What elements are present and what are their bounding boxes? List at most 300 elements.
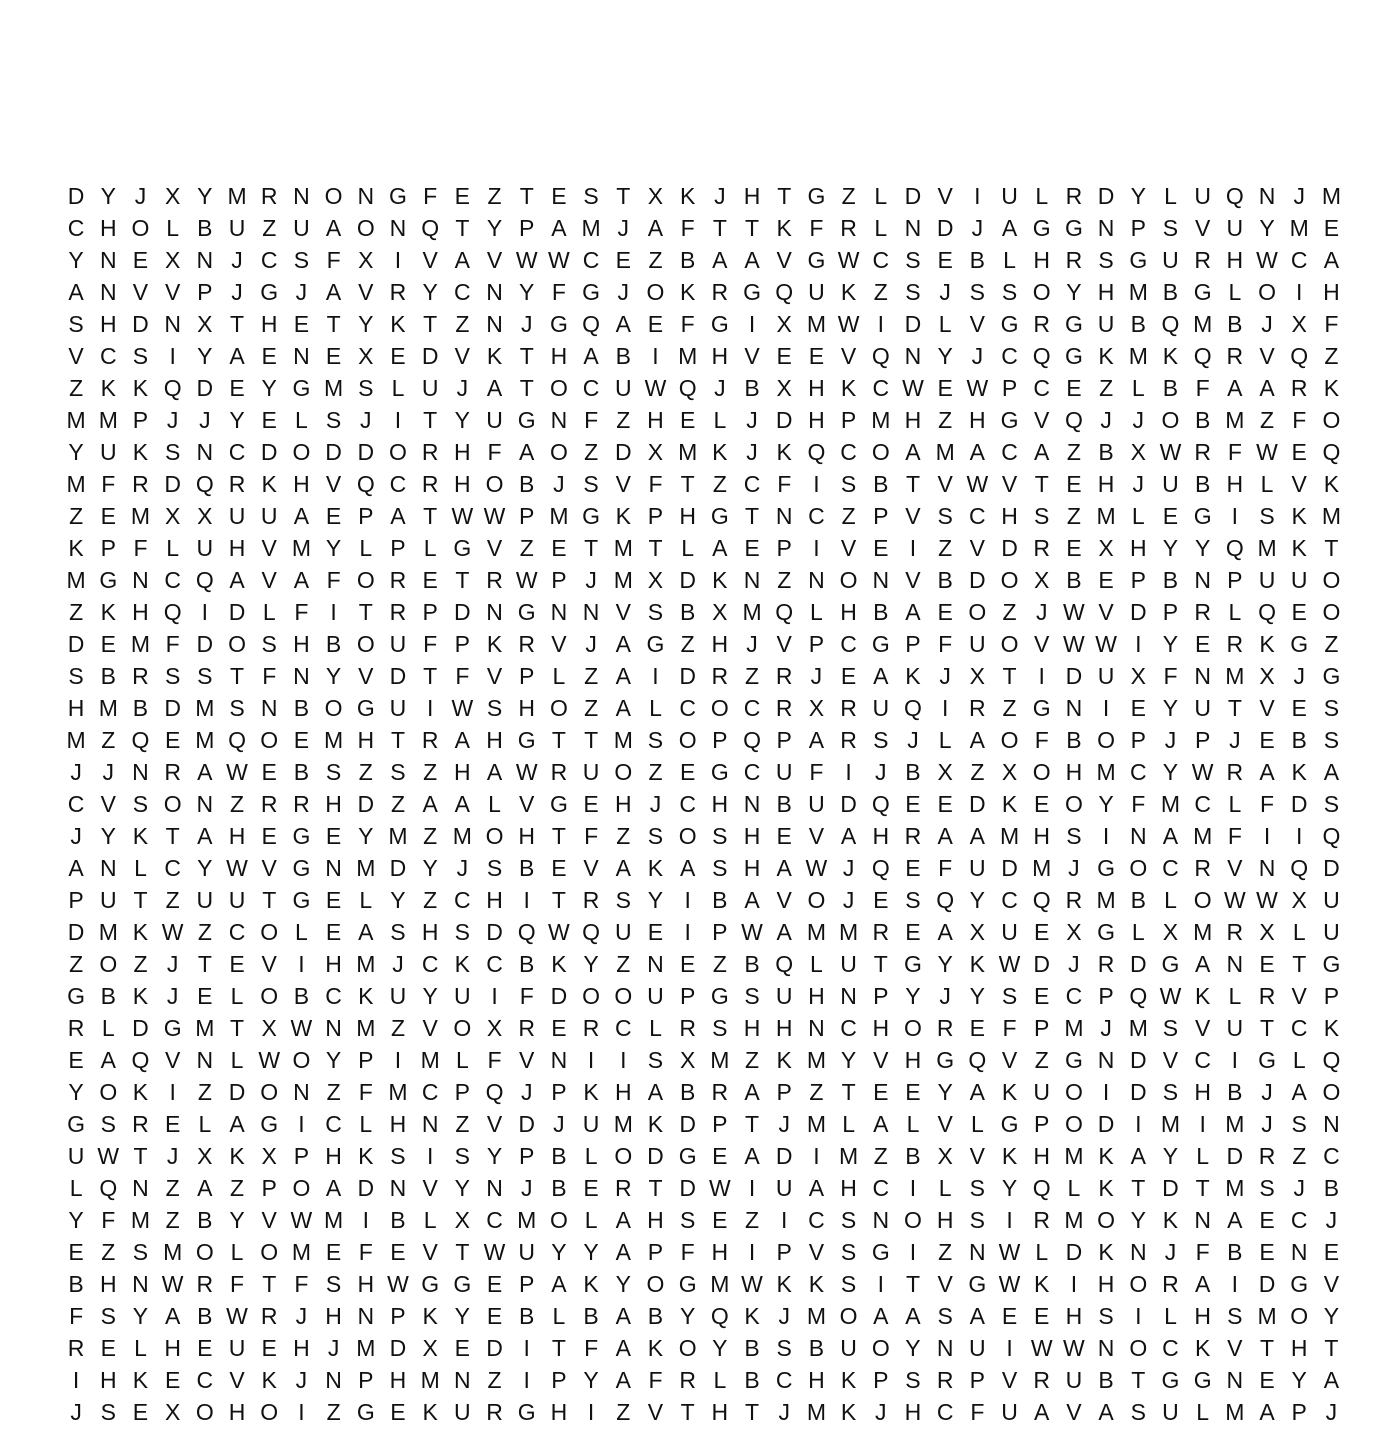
- letter-cell[interactable]: Y: [454, 1175, 471, 1201]
- letter-cell[interactable]: Y: [325, 1047, 342, 1073]
- letter-cell[interactable]: A: [615, 1207, 631, 1233]
- letter-cell[interactable]: I: [1038, 663, 1045, 689]
- letter-cell[interactable]: E: [293, 311, 310, 337]
- letter-cell[interactable]: N: [421, 1111, 439, 1137]
- letter-cell[interactable]: P: [712, 1111, 728, 1137]
- letter-cell[interactable]: R: [840, 695, 857, 721]
- letter-cell[interactable]: Q: [163, 599, 182, 625]
- letter-cell[interactable]: P: [197, 279, 213, 305]
- letter-cell[interactable]: F: [1131, 791, 1146, 817]
- letter-cell[interactable]: I: [652, 343, 659, 369]
- letter-cell[interactable]: O: [1258, 279, 1276, 305]
- letter-cell[interactable]: Q: [904, 695, 922, 721]
- letter-cell[interactable]: G: [292, 823, 311, 849]
- letter-cell[interactable]: L: [874, 183, 888, 209]
- letter-cell[interactable]: E: [229, 375, 245, 401]
- letter-cell[interactable]: R: [936, 1367, 954, 1393]
- letter-cell[interactable]: S: [744, 983, 760, 1009]
- letter-cell[interactable]: P: [1130, 567, 1146, 593]
- letter-cell[interactable]: K: [679, 183, 696, 209]
- letter-cell[interactable]: R: [1065, 247, 1083, 273]
- letter-cell[interactable]: V: [808, 823, 825, 849]
- letter-cell[interactable]: M: [806, 919, 826, 945]
- letter-cell[interactable]: Q: [582, 311, 601, 337]
- letter-cell[interactable]: E: [615, 247, 631, 273]
- letter-cell[interactable]: I: [1231, 1047, 1239, 1073]
- letter-cell[interactable]: O: [453, 1015, 472, 1041]
- letter-cell[interactable]: M: [1128, 279, 1148, 305]
- letter-cell[interactable]: K: [486, 631, 503, 657]
- letter-cell[interactable]: I: [201, 599, 209, 625]
- letter-cell[interactable]: F: [584, 407, 599, 433]
- letter-cell[interactable]: K: [132, 823, 149, 849]
- letter-cell[interactable]: V: [776, 247, 792, 273]
- letter-cell[interactable]: A: [197, 1175, 213, 1201]
- letter-cell[interactable]: H: [808, 407, 825, 433]
- letter-cell[interactable]: W: [1095, 631, 1117, 657]
- letter-cell[interactable]: M: [1160, 791, 1181, 817]
- letter-cell[interactable]: J: [392, 951, 404, 977]
- letter-cell[interactable]: O: [195, 1399, 214, 1425]
- letter-cell[interactable]: M: [420, 1047, 440, 1073]
- letter-cell[interactable]: N: [486, 1175, 503, 1201]
- letter-cell[interactable]: P: [551, 1367, 567, 1393]
- letter-cell[interactable]: L: [842, 1111, 855, 1137]
- letter-cell[interactable]: A: [164, 1303, 181, 1329]
- letter-cell[interactable]: C: [421, 1079, 439, 1105]
- letter-cell[interactable]: J: [746, 407, 758, 433]
- letter-cell[interactable]: L: [1196, 1143, 1210, 1169]
- letter-cell[interactable]: F: [262, 663, 277, 689]
- letter-cell[interactable]: G: [549, 791, 568, 817]
- letter-cell[interactable]: Q: [678, 375, 697, 401]
- letter-cell[interactable]: A: [712, 247, 728, 273]
- letter-cell[interactable]: M: [1225, 407, 1245, 433]
- letter-cell[interactable]: I: [748, 311, 756, 337]
- letter-cell[interactable]: Y: [1194, 535, 1211, 561]
- letter-cell[interactable]: N: [389, 1175, 407, 1201]
- letter-cell[interactable]: O: [1290, 1303, 1309, 1329]
- letter-cell[interactable]: G: [1161, 951, 1180, 977]
- letter-cell[interactable]: Z: [584, 439, 599, 465]
- letter-cell[interactable]: X: [1130, 663, 1146, 689]
- letter-cell[interactable]: E: [1259, 951, 1275, 977]
- letter-cell[interactable]: Z: [584, 695, 599, 721]
- letter-cell[interactable]: I: [394, 407, 402, 433]
- letter-cell[interactable]: I: [1135, 631, 1142, 657]
- letter-cell[interactable]: N: [196, 1047, 214, 1073]
- letter-cell[interactable]: B: [293, 983, 310, 1009]
- letter-cell[interactable]: W: [644, 375, 667, 401]
- letter-cell[interactable]: T: [455, 1239, 470, 1265]
- letter-cell[interactable]: R: [1033, 311, 1051, 337]
- letter-cell[interactable]: P: [647, 1239, 664, 1265]
- letter-cell[interactable]: F: [519, 983, 534, 1009]
- letter-cell[interactable]: A: [808, 1175, 825, 1201]
- letter-cell[interactable]: Q: [1032, 1175, 1051, 1201]
- letter-cell[interactable]: H: [228, 1399, 246, 1425]
- letter-cell[interactable]: P: [1323, 983, 1340, 1009]
- letter-cell[interactable]: S: [100, 1303, 116, 1329]
- letter-cell[interactable]: C: [936, 1399, 954, 1425]
- letter-cell[interactable]: C: [1290, 1207, 1308, 1233]
- letter-cell[interactable]: H: [325, 951, 342, 977]
- letter-cell[interactable]: H: [840, 1175, 857, 1201]
- letter-cell[interactable]: K: [1259, 631, 1275, 657]
- letter-cell[interactable]: A: [422, 791, 438, 817]
- letter-cell[interactable]: Y: [229, 407, 245, 433]
- letter-cell[interactable]: S: [776, 1335, 792, 1361]
- letter-cell[interactable]: U: [1065, 1367, 1083, 1393]
- letter-cell[interactable]: G: [1290, 631, 1309, 657]
- letter-cell[interactable]: C: [679, 791, 696, 817]
- letter-cell[interactable]: Z: [745, 1047, 760, 1073]
- letter-cell[interactable]: J: [520, 1175, 533, 1201]
- letter-cell[interactable]: F: [970, 1399, 985, 1425]
- letter-cell[interactable]: K: [1098, 1239, 1114, 1265]
- letter-cell[interactable]: D: [775, 407, 793, 433]
- letter-cell[interactable]: P: [776, 1079, 792, 1105]
- letter-cell[interactable]: G: [421, 1271, 440, 1297]
- letter-cell[interactable]: M: [195, 695, 215, 721]
- letter-cell[interactable]: G: [453, 1271, 472, 1297]
- letter-cell[interactable]: E: [551, 1015, 567, 1041]
- letter-cell[interactable]: H: [711, 1399, 729, 1425]
- letter-cell[interactable]: A: [325, 215, 342, 241]
- letter-cell[interactable]: R: [518, 1015, 536, 1041]
- letter-cell[interactable]: N: [1129, 823, 1147, 849]
- letter-cell[interactable]: T: [584, 535, 599, 561]
- letter-cell[interactable]: E: [808, 343, 825, 369]
- letter-cell[interactable]: L: [1164, 183, 1177, 209]
- letter-cell[interactable]: D: [389, 663, 407, 689]
- letter-cell[interactable]: O: [485, 823, 504, 849]
- letter-cell[interactable]: G: [517, 407, 536, 433]
- letter-cell[interactable]: G: [678, 1143, 697, 1169]
- letter-cell[interactable]: Y: [1130, 1207, 1146, 1233]
- letter-cell[interactable]: L: [1164, 887, 1177, 913]
- letter-cell[interactable]: H: [99, 1367, 117, 1393]
- letter-cell[interactable]: E: [937, 247, 953, 273]
- letter-cell[interactable]: X: [1066, 919, 1082, 945]
- letter-cell[interactable]: W: [1191, 759, 1214, 785]
- letter-cell[interactable]: O: [549, 695, 568, 721]
- letter-cell[interactable]: D: [904, 183, 922, 209]
- letter-cell[interactable]: E: [551, 855, 567, 881]
- letter-cell[interactable]: K: [840, 1399, 857, 1425]
- letter-cell[interactable]: M: [1225, 1111, 1245, 1137]
- letter-cell[interactable]: Q: [228, 727, 246, 753]
- letter-cell[interactable]: K: [1323, 375, 1340, 401]
- letter-cell[interactable]: S: [937, 503, 953, 529]
- letter-cell[interactable]: V: [486, 247, 503, 273]
- letter-cell[interactable]: K: [1291, 759, 1307, 785]
- letter-cell[interactable]: N: [872, 1207, 890, 1233]
- letter-cell[interactable]: L: [552, 1303, 566, 1329]
- letter-cell[interactable]: Y: [422, 983, 438, 1009]
- letter-cell[interactable]: S: [197, 663, 213, 689]
- letter-cell[interactable]: K: [1098, 1175, 1114, 1201]
- letter-cell[interactable]: B: [100, 663, 116, 689]
- letter-cell[interactable]: J: [939, 663, 951, 689]
- letter-cell[interactable]: Y: [358, 823, 374, 849]
- letter-cell[interactable]: K: [969, 951, 986, 977]
- letter-cell[interactable]: L: [1228, 983, 1242, 1009]
- letter-cell[interactable]: J: [166, 951, 179, 977]
- letter-cell[interactable]: Y: [905, 1335, 921, 1361]
- letter-cell[interactable]: E: [679, 407, 696, 433]
- letter-cell[interactable]: W: [161, 919, 184, 945]
- letter-cell[interactable]: G: [67, 983, 86, 1009]
- letter-cell[interactable]: S: [100, 1111, 116, 1137]
- letter-cell[interactable]: A: [615, 311, 631, 337]
- letter-cell[interactable]: E: [293, 727, 310, 753]
- letter-cell[interactable]: Y: [1001, 1175, 1018, 1201]
- letter-cell[interactable]: A: [615, 695, 631, 721]
- letter-cell[interactable]: G: [1000, 1111, 1019, 1137]
- letter-cell[interactable]: Y: [937, 343, 953, 369]
- letter-cell[interactable]: K: [1291, 535, 1307, 561]
- letter-cell[interactable]: C: [743, 759, 761, 785]
- letter-cell[interactable]: S: [969, 279, 986, 305]
- letter-cell[interactable]: I: [813, 471, 820, 497]
- letter-cell[interactable]: Y: [519, 279, 535, 305]
- letter-cell[interactable]: H: [1194, 1079, 1211, 1105]
- letter-cell[interactable]: Y: [647, 887, 664, 913]
- letter-cell[interactable]: I: [1296, 279, 1303, 305]
- letter-cell[interactable]: S: [132, 343, 149, 369]
- letter-cell[interactable]: K: [1098, 343, 1114, 369]
- letter-cell[interactable]: I: [909, 1239, 917, 1265]
- letter-cell[interactable]: N: [1258, 855, 1276, 881]
- letter-cell[interactable]: I: [909, 1175, 917, 1201]
- letter-cell[interactable]: O: [646, 279, 665, 305]
- letter-cell[interactable]: H: [904, 1399, 922, 1425]
- letter-cell[interactable]: T: [905, 471, 920, 497]
- letter-cell[interactable]: T: [423, 407, 438, 433]
- letter-cell[interactable]: E: [390, 1399, 406, 1425]
- letter-cell[interactable]: I: [491, 983, 498, 1009]
- letter-cell[interactable]: A: [969, 727, 986, 753]
- letter-cell[interactable]: Y: [905, 983, 921, 1009]
- letter-cell[interactable]: U: [486, 407, 503, 433]
- letter-cell[interactable]: C: [1194, 791, 1211, 817]
- letter-cell[interactable]: H: [325, 1303, 342, 1329]
- letter-cell[interactable]: H: [550, 343, 568, 369]
- letter-cell[interactable]: S: [712, 823, 728, 849]
- letter-cell[interactable]: T: [519, 343, 534, 369]
- letter-cell[interactable]: G: [1290, 1271, 1309, 1297]
- letter-cell[interactable]: H: [99, 215, 117, 241]
- letter-cell[interactable]: B: [1098, 439, 1114, 465]
- letter-cell[interactable]: J: [617, 215, 630, 241]
- letter-cell[interactable]: O: [228, 631, 246, 657]
- letter-cell[interactable]: A: [615, 1335, 631, 1361]
- letter-cell[interactable]: F: [165, 631, 180, 657]
- letter-cell[interactable]: P: [873, 1367, 889, 1393]
- letter-cell[interactable]: E: [1034, 1303, 1050, 1329]
- letter-cell[interactable]: R: [1194, 599, 1211, 625]
- letter-cell[interactable]: B: [1098, 1367, 1114, 1393]
- letter-cell[interactable]: A: [1162, 823, 1179, 849]
- letter-cell[interactable]: M: [1096, 759, 1116, 785]
- letter-cell[interactable]: B: [1227, 1239, 1243, 1265]
- letter-cell[interactable]: L: [359, 1111, 373, 1137]
- letter-cell[interactable]: A: [615, 1303, 631, 1329]
- letter-cell[interactable]: J: [520, 1079, 533, 1105]
- letter-cell[interactable]: N: [293, 183, 310, 209]
- letter-cell[interactable]: O: [871, 439, 890, 465]
- letter-cell[interactable]: R: [389, 279, 407, 305]
- letter-cell[interactable]: R: [132, 471, 149, 497]
- letter-cell[interactable]: P: [840, 407, 857, 433]
- letter-cell[interactable]: L: [166, 215, 180, 241]
- letter-cell[interactable]: Z: [69, 503, 84, 529]
- letter-cell[interactable]: D: [1129, 1079, 1147, 1105]
- letter-cell[interactable]: E: [132, 1399, 149, 1425]
- letter-cell[interactable]: F: [101, 471, 116, 497]
- letter-cell[interactable]: C: [1001, 439, 1018, 465]
- letter-cell[interactable]: F: [1324, 311, 1339, 337]
- letter-cell[interactable]: R: [1258, 983, 1276, 1009]
- letter-cell[interactable]: T: [745, 1111, 760, 1137]
- letter-cell[interactable]: O: [292, 1175, 311, 1201]
- letter-cell[interactable]: Z: [1002, 599, 1017, 625]
- letter-cell[interactable]: Y: [551, 1239, 567, 1265]
- letter-cell[interactable]: E: [164, 1367, 181, 1393]
- letter-cell[interactable]: P: [808, 631, 825, 657]
- letter-cell[interactable]: G: [356, 695, 375, 721]
- letter-cell[interactable]: F: [938, 855, 953, 881]
- letter-cell[interactable]: M: [999, 823, 1020, 849]
- letter-cell[interactable]: F: [809, 759, 824, 785]
- letter-cell[interactable]: V: [68, 343, 84, 369]
- letter-cell[interactable]: H: [1097, 1271, 1115, 1297]
- letter-cell[interactable]: I: [620, 1047, 627, 1073]
- letter-cell[interactable]: B: [1291, 727, 1307, 753]
- letter-cell[interactable]: L: [1035, 1239, 1049, 1265]
- letter-cell[interactable]: F: [101, 1207, 116, 1233]
- letter-cell[interactable]: R: [1258, 1143, 1276, 1169]
- letter-cell[interactable]: W: [97, 1143, 120, 1169]
- letter-cell[interactable]: D: [486, 919, 503, 945]
- letter-cell[interactable]: Z: [584, 663, 599, 689]
- letter-cell[interactable]: I: [523, 1367, 530, 1393]
- letter-cell[interactable]: V: [261, 567, 277, 593]
- letter-cell[interactable]: N: [325, 1367, 342, 1393]
- letter-cell[interactable]: U: [1226, 1015, 1244, 1041]
- letter-cell[interactable]: J: [778, 1111, 790, 1137]
- letter-cell[interactable]: C: [1065, 983, 1083, 1009]
- letter-cell[interactable]: X: [1162, 919, 1179, 945]
- letter-cell[interactable]: E: [422, 567, 438, 593]
- letter-cell[interactable]: U: [582, 759, 600, 785]
- letter-cell[interactable]: D: [679, 567, 696, 593]
- letter-cell[interactable]: J: [166, 407, 179, 433]
- letter-cell[interactable]: F: [1292, 407, 1307, 433]
- letter-cell[interactable]: F: [423, 183, 438, 209]
- letter-cell[interactable]: A: [454, 791, 471, 817]
- letter-cell[interactable]: I: [813, 535, 820, 561]
- letter-cell[interactable]: M: [1160, 1111, 1181, 1137]
- letter-cell[interactable]: K: [647, 1111, 664, 1137]
- letter-cell[interactable]: T: [905, 1271, 920, 1297]
- letter-cell[interactable]: M: [613, 567, 633, 593]
- letter-cell[interactable]: O: [549, 439, 568, 465]
- letter-cell[interactable]: W: [290, 1015, 313, 1041]
- letter-cell[interactable]: E: [1291, 695, 1307, 721]
- letter-cell[interactable]: S: [1162, 1015, 1179, 1041]
- letter-cell[interactable]: P: [1227, 567, 1243, 593]
- letter-cell[interactable]: C: [389, 471, 407, 497]
- letter-cell[interactable]: U: [260, 503, 278, 529]
- letter-cell[interactable]: H: [872, 823, 890, 849]
- letter-cell[interactable]: H: [1226, 247, 1244, 273]
- letter-cell[interactable]: I: [523, 1335, 530, 1361]
- letter-cell[interactable]: S: [1130, 1399, 1146, 1425]
- letter-cell[interactable]: C: [808, 503, 825, 529]
- letter-cell[interactable]: U: [1290, 567, 1308, 593]
- letter-cell[interactable]: H: [486, 727, 503, 753]
- letter-cell[interactable]: E: [164, 727, 181, 753]
- letter-cell[interactable]: G: [67, 1111, 86, 1137]
- letter-cell[interactable]: M: [130, 503, 151, 529]
- letter-cell[interactable]: Z: [326, 1079, 341, 1105]
- letter-cell[interactable]: F: [294, 599, 309, 625]
- letter-cell[interactable]: S: [100, 1399, 116, 1425]
- letter-cell[interactable]: S: [1323, 727, 1340, 753]
- letter-cell[interactable]: K: [422, 1399, 438, 1425]
- letter-cell[interactable]: E: [679, 759, 696, 785]
- letter-cell[interactable]: U: [808, 791, 825, 817]
- letter-cell[interactable]: A: [454, 247, 471, 273]
- letter-cell[interactable]: S: [1098, 247, 1114, 273]
- letter-cell[interactable]: H: [293, 1335, 310, 1361]
- letter-cell[interactable]: Q: [1258, 599, 1276, 625]
- letter-cell[interactable]: A: [1194, 951, 1211, 977]
- letter-cell[interactable]: K: [358, 1143, 374, 1169]
- letter-cell[interactable]: L: [230, 1047, 244, 1073]
- letter-cell[interactable]: O: [485, 471, 504, 497]
- letter-cell[interactable]: O: [678, 823, 697, 849]
- letter-cell[interactable]: A: [776, 919, 792, 945]
- letter-cell[interactable]: V: [486, 663, 503, 689]
- letter-cell[interactable]: T: [648, 535, 663, 561]
- letter-cell[interactable]: X: [164, 183, 181, 209]
- letter-cell[interactable]: J: [842, 855, 855, 881]
- letter-cell[interactable]: K: [229, 1143, 245, 1169]
- letter-cell[interactable]: U: [99, 439, 117, 465]
- letter-cell[interactable]: H: [486, 887, 503, 913]
- letter-cell[interactable]: L: [552, 663, 566, 689]
- letter-cell[interactable]: Q: [163, 375, 182, 401]
- letter-cell[interactable]: G: [936, 1047, 955, 1073]
- letter-cell[interactable]: B: [1066, 567, 1082, 593]
- letter-cell[interactable]: Q: [99, 1175, 118, 1201]
- letter-cell[interactable]: Q: [1225, 535, 1244, 561]
- letter-cell[interactable]: H: [228, 535, 246, 561]
- letter-cell[interactable]: J: [231, 247, 243, 273]
- letter-cell[interactable]: A: [615, 663, 631, 689]
- letter-cell[interactable]: Q: [1322, 439, 1341, 465]
- letter-cell[interactable]: I: [1135, 1111, 1142, 1137]
- letter-cell[interactable]: Y: [197, 183, 213, 209]
- letter-cell[interactable]: D: [550, 983, 568, 1009]
- letter-cell[interactable]: X: [164, 1399, 181, 1425]
- letter-cell[interactable]: J: [778, 1303, 790, 1329]
- letter-cell[interactable]: D: [1290, 791, 1308, 817]
- letter-cell[interactable]: M: [324, 1207, 344, 1233]
